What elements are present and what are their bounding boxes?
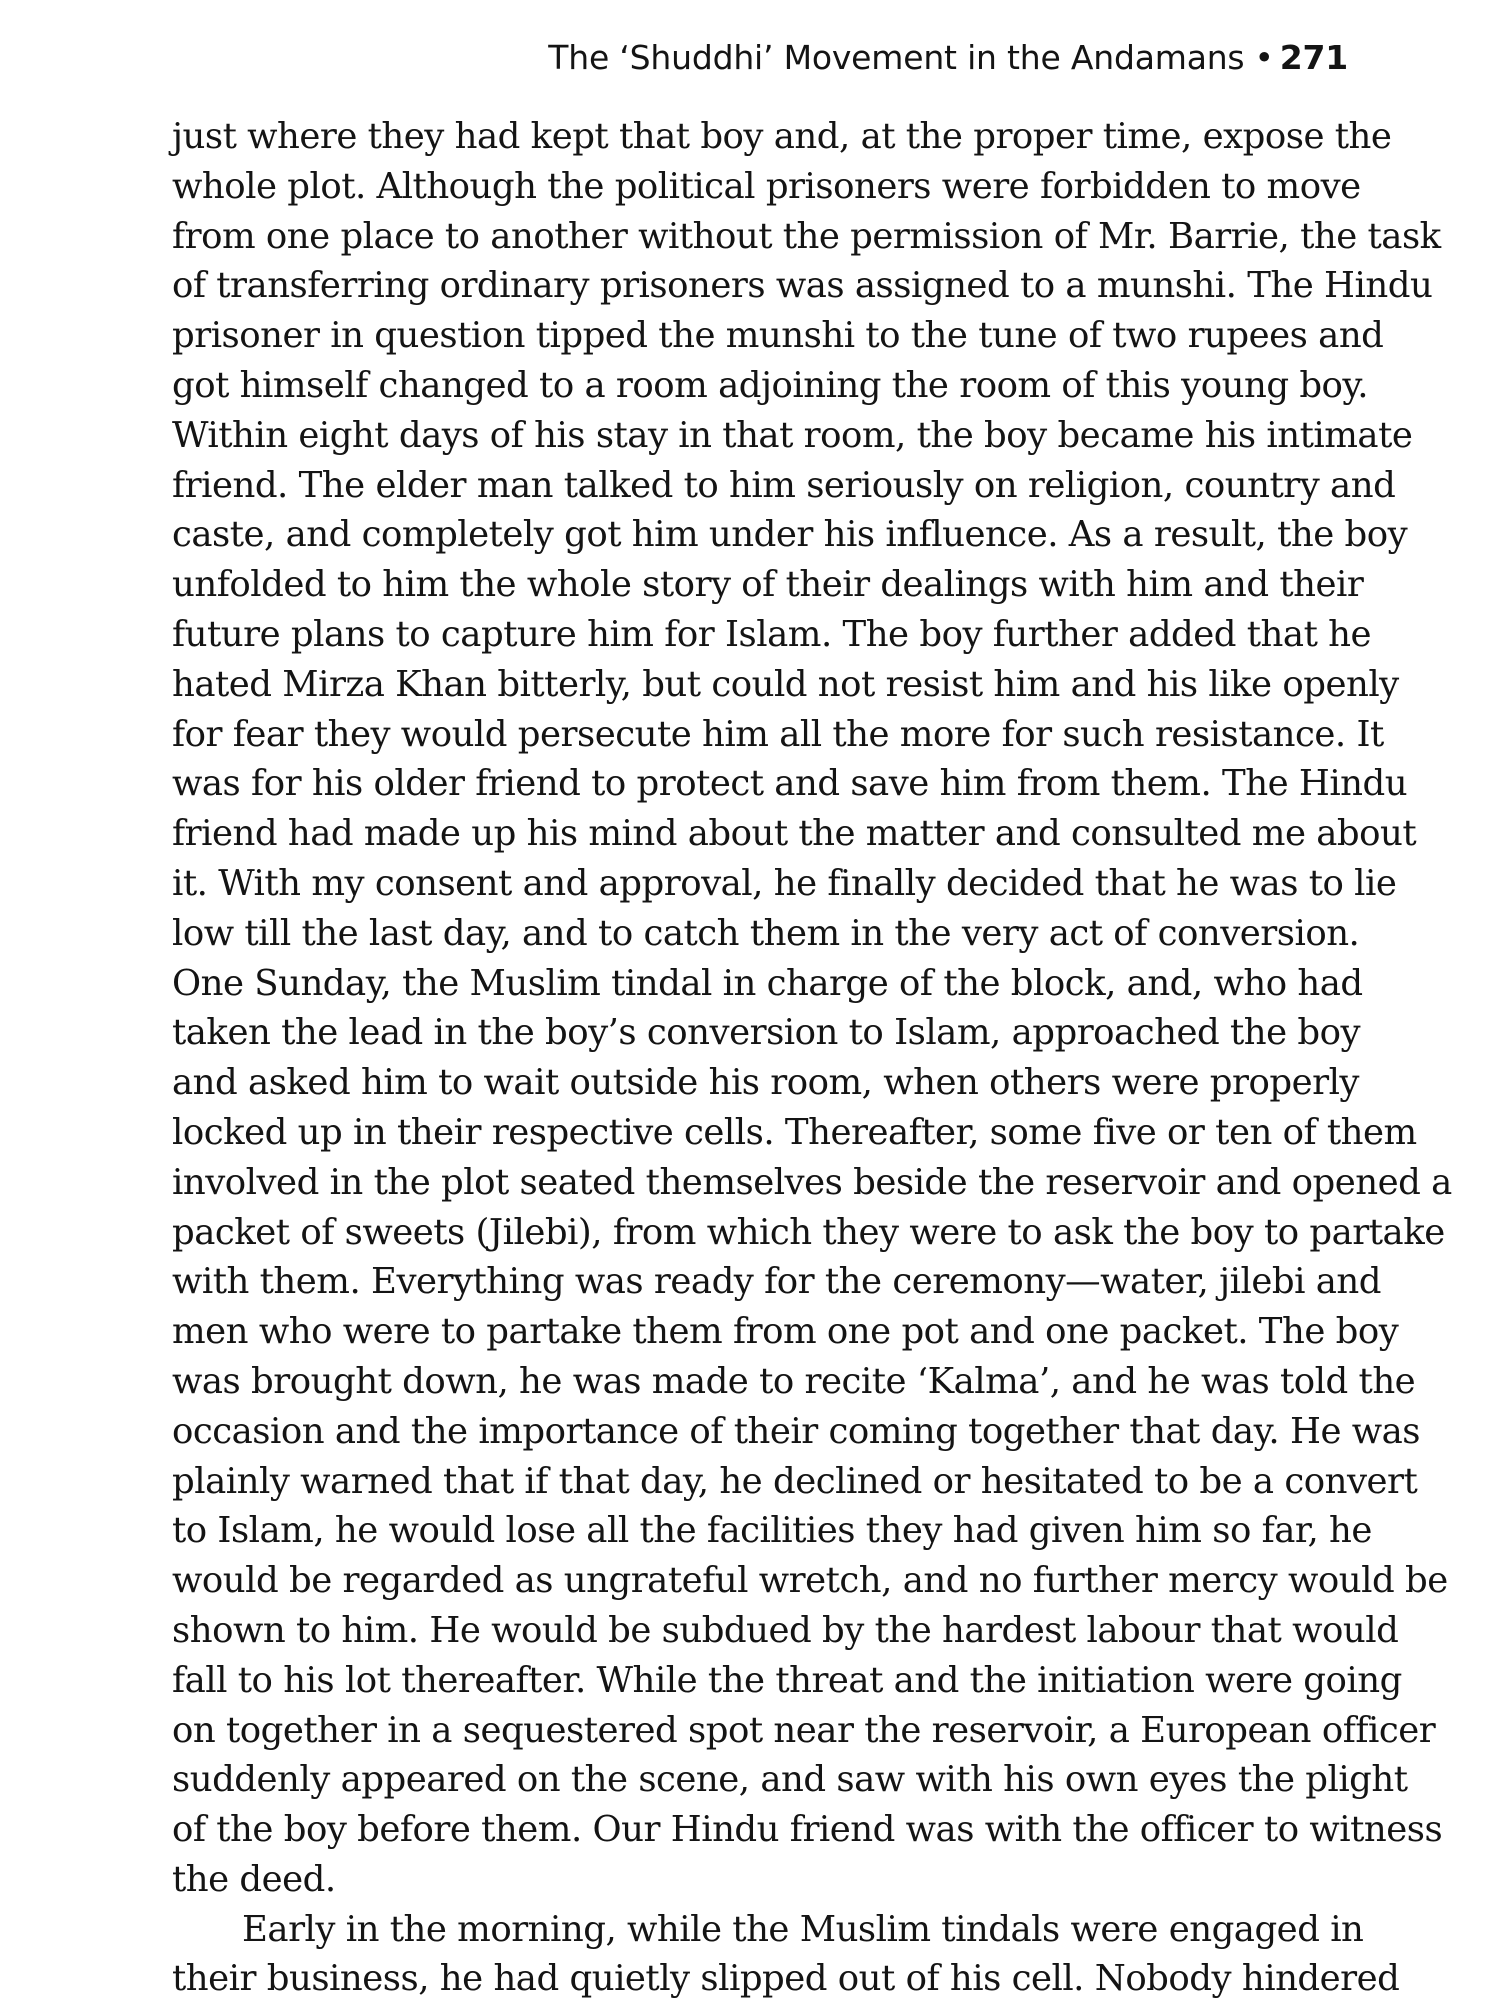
text-line: of transferring ordinary prisoners was assigned to a munshi. The Hindu bbox=[172, 265, 1433, 307]
text-line: got himself changed to a room adjoining the room of this young boy. bbox=[172, 364, 1369, 406]
text-line: future plans to capture him for Islam. The boy further added that he bbox=[172, 613, 1372, 655]
text-line: hated Mirza Khan bitterly, but could not resist him and his like openly bbox=[172, 663, 1399, 705]
text-line: to Islam, he would lose all the facilities they had given him so far, he bbox=[172, 1510, 1372, 1552]
text-line: plainly warned that if that day, he declined or hesitated to be a convert bbox=[172, 1460, 1418, 1502]
text-line: for fear they would persecute him all the more for such resistance. It bbox=[172, 713, 1384, 755]
text-line: on together in a sequestered spot near the reservoir, a European officer bbox=[172, 1709, 1436, 1751]
text-line: just where they had kept that boy and, at the proper time, expose the bbox=[172, 116, 1392, 157]
text-line: occasion and the importance of their coming together that day. He was bbox=[172, 1410, 1421, 1452]
text-line: Within eight days of his stay in that room, the boy became his intimate bbox=[172, 414, 1413, 456]
text-line: taken the lead in the boy’s conversion to Islam, approached the boy bbox=[172, 1012, 1361, 1054]
text-line: unfolded to him the whole story of their dealings with him and their bbox=[172, 564, 1364, 606]
page-number: 271 bbox=[1279, 38, 1348, 77]
body-text bbox=[172, 112, 1452, 2004]
text-line: prisoner in question tipped the munshi to the tune of two rupees and bbox=[172, 315, 1384, 357]
running-head bbox=[548, 36, 1348, 80]
text-line: was for his older friend to protect and save him from them. The Hindu bbox=[172, 763, 1408, 805]
text-line: it. With my consent and approval, he finally decided that he was to lie bbox=[172, 862, 1397, 904]
text-line: caste, and completely got him under his influence. As a result, the boy bbox=[172, 514, 1408, 556]
text-line: from one place to another without the permission of Mr. Barrie, the task bbox=[172, 215, 1441, 257]
text-line: involved in the plot seated themselves beside the reservoir and opened a bbox=[172, 1161, 1452, 1203]
text-line: suddenly appeared on the scene, and saw with his own eyes the plight bbox=[172, 1759, 1408, 1801]
text-line: was brought down, he was made to recite ‘Kalma’, and he was told the bbox=[172, 1360, 1416, 1402]
text-line: fall to his lot thereafter. While the threat and the initiation were going bbox=[172, 1659, 1402, 1701]
text-line: friend had made up his mind about the matter and consulted me about bbox=[172, 813, 1417, 855]
text-line: shown to him. He would be subdued by the hardest labour that would bbox=[172, 1609, 1399, 1651]
running-head-bullet: • bbox=[1254, 38, 1274, 77]
text-line: of the boy before them. Our Hindu friend was with the officer to witness bbox=[172, 1809, 1443, 1851]
text-line: friend. The elder man talked to him seriously on religion, country and bbox=[172, 464, 1396, 506]
text-line: the deed. bbox=[172, 1858, 336, 1900]
running-head-title: The ‘Shuddhi’ Movement in the Andamans bbox=[548, 38, 1245, 77]
text-line: and asked him to wait outside his room, when others were properly bbox=[172, 1062, 1359, 1104]
text-line: men who were to partake them from one pot and one packet. The boy bbox=[172, 1311, 1399, 1353]
text-line: packet of sweets (Jilebi), from which they were to ask the boy to partake bbox=[172, 1211, 1445, 1253]
text-line: their business, he had quietly slipped out of his cell. Nobody hindered bbox=[172, 1958, 1400, 2000]
text-line: with them. Everything was ready for the ceremony—water, jilebi and bbox=[172, 1261, 1381, 1303]
text-line: Early in the morning, while the Muslim tindals were engaged in bbox=[242, 1908, 1364, 1950]
text-line: locked up in their respective cells. Thereafter, some five or ten of them bbox=[172, 1111, 1417, 1153]
text-line: low till the last day, and to catch them in the very act of conversion. bbox=[172, 912, 1360, 954]
text-line: would be regarded as ungrateful wretch, and no further mercy would be bbox=[172, 1560, 1448, 1602]
text-line: One Sunday, the Muslim tindal in charge of the block, and, who had bbox=[172, 962, 1363, 1004]
text-line: whole plot. Although the political prisoners were forbidden to move bbox=[172, 165, 1361, 207]
